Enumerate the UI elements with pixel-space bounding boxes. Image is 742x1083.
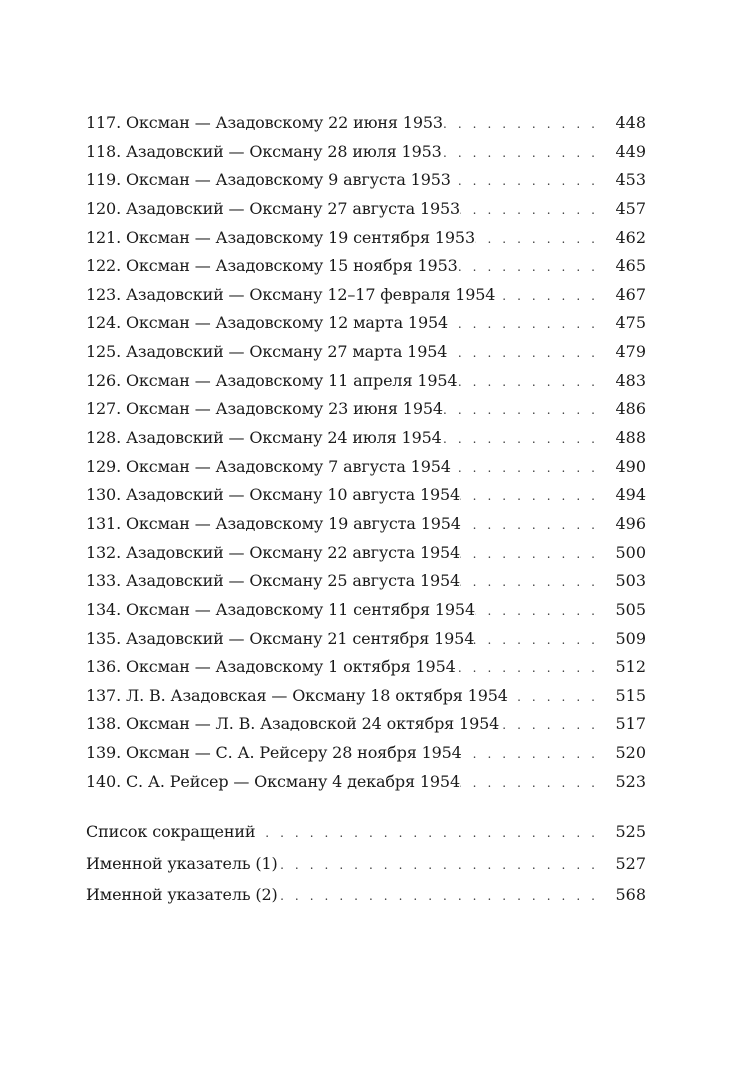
entry-page: 467: [615, 284, 646, 304]
entry-page: 512: [615, 657, 646, 677]
entry-title: 129. Оксман — Азадовскому 7 августа 1954: [86, 456, 451, 476]
entry-page: 505: [615, 599, 646, 619]
toc-entry[interactable]: [86, 252, 646, 281]
toc-entry[interactable]: [86, 710, 646, 739]
entry-page: 462: [615, 227, 646, 247]
dot-leader: [278, 850, 612, 882]
entry-title: 140. С. А. Рейсер — Оксману 4 декабря 1954: [86, 771, 460, 791]
entry-page: 490: [615, 456, 646, 476]
entry-title: 131. Оксман — Азадовскому 19 августа 1954: [86, 513, 461, 533]
toc-entry[interactable]: [86, 739, 646, 768]
dot-leader: [448, 310, 612, 339]
entry-title: 132. Азадовский — Оксману 22 августа 1954: [86, 542, 461, 562]
entry-title: 121. Оксман — Азадовскому 19 сентября 1953: [86, 227, 475, 247]
entry-page: 568: [615, 885, 646, 904]
entry-page: 494: [615, 485, 646, 505]
dot-leader: [456, 654, 612, 683]
toc-entry[interactable]: [86, 395, 646, 424]
toc-entry[interactable]: [86, 281, 646, 310]
entry-page: 520: [615, 743, 646, 763]
entry-page: 488: [615, 428, 646, 448]
entry-page: 515: [615, 685, 646, 705]
entry-title: 127. Оксман — Азадовскому 23 июня 1954: [86, 399, 443, 419]
entry-page: 486: [615, 399, 646, 419]
entry-title: Список сокращений: [86, 822, 256, 841]
toc-appendix-list: [86, 816, 646, 911]
entry-title: 120. Азадовский — Оксману 27 августа 1953: [86, 198, 461, 218]
entry-title: 119. Оксман — Азадовскому 9 августа 1953: [86, 170, 451, 190]
dot-leader: [255, 818, 612, 850]
entry-title: 130. Азадовский — Оксману 10 августа 1954: [86, 485, 461, 505]
entry-page: 527: [615, 853, 646, 873]
entry-title: Именной указатель (1): [86, 853, 278, 873]
entry-page: 449: [615, 141, 646, 161]
toc-entry[interactable]: [86, 338, 646, 367]
entry-page: 457: [615, 198, 646, 218]
dot-leader: [460, 482, 612, 511]
entry-title: 134. Оксман — Азадовскому 11 сентября 1954: [86, 599, 475, 619]
entry-title: 137. Л. В. Азадовская — Оксману 18 октября 1954: [86, 685, 508, 705]
toc-entry[interactable]: [86, 682, 646, 711]
entry-title: 125. Азадовский — Оксману 27 марта 1954: [86, 342, 448, 362]
entry-title: 123. Азадовский — Оксману 12–17 февраля 1954: [86, 284, 496, 304]
dot-leader: [451, 167, 612, 196]
dot-leader: [495, 282, 612, 311]
dot-leader: [458, 253, 612, 282]
entry-page: 525: [615, 822, 646, 841]
dot-leader: [462, 740, 612, 769]
toc-letters-list: [86, 109, 646, 796]
entry-title: 128. Азадовский — Оксману 24 июля 1954: [86, 428, 442, 448]
entry-page: 483: [615, 370, 646, 390]
entry-title: 117. Оксман — Азадовскому 22 июня 1953: [86, 113, 443, 132]
dot-leader: [460, 769, 612, 798]
entry-title: 124. Оксман — Азадовскому 12 марта 1954: [86, 313, 449, 333]
dot-leader: [442, 139, 612, 168]
toc-entry[interactable]: [86, 481, 646, 510]
entry-page: 475: [615, 313, 646, 333]
entry-title: 139. Оксман — С. А. Рейсеру 28 ноября 1954: [86, 743, 462, 763]
toc-entry[interactable]: [86, 138, 646, 167]
toc-entry[interactable]: [86, 224, 646, 253]
toc-entry[interactable]: [86, 567, 646, 596]
entry-title: 135. Азадовский — Оксману 21 сентября 1954: [86, 628, 475, 648]
toc-entry[interactable]: [86, 539, 646, 568]
dot-leader: [451, 454, 612, 483]
toc-entry[interactable]: [86, 109, 646, 138]
dot-leader: [457, 368, 612, 397]
entry-title: 133. Азадовский — Оксману 25 августа 1954: [86, 571, 461, 591]
dot-leader: [278, 881, 612, 913]
entry-page: 448: [615, 113, 646, 132]
entry-page: 453: [615, 170, 646, 190]
toc-entry[interactable]: [86, 166, 646, 195]
entry-title: 118. Азадовский — Оксману 28 июля 1953: [86, 141, 442, 161]
dot-leader: [461, 511, 612, 540]
dot-leader: [475, 225, 612, 254]
dot-leader: [508, 683, 612, 712]
entry-page: 503: [615, 571, 646, 591]
dot-leader: [499, 711, 612, 740]
toc-entry[interactable]: [86, 625, 646, 654]
toc-entry[interactable]: [86, 309, 646, 338]
dot-leader: [443, 110, 612, 139]
entry-page: 465: [615, 256, 646, 276]
toc-entry-abbreviations[interactable]: [86, 816, 646, 848]
dot-leader: [442, 425, 612, 454]
toc-entry[interactable]: [86, 596, 646, 625]
dot-leader: [460, 196, 612, 225]
entry-title: 126. Оксман — Азадовскому 11 апреля 1954: [86, 370, 458, 390]
entry-title: 138. Оксман — Л. В. Азадовской 24 октября 1954: [86, 714, 500, 734]
toc-entry-name-index-2[interactable]: [86, 879, 646, 911]
entry-page: 517: [615, 714, 646, 734]
entry-page: 509: [615, 628, 646, 648]
entry-title: Именной указатель (2): [86, 885, 278, 904]
toc-entry[interactable]: [86, 510, 646, 539]
toc-entry[interactable]: [86, 768, 646, 797]
entry-title: 136. Оксман — Азадовскому 1 октября 1954: [86, 657, 456, 677]
toc-entry[interactable]: [86, 195, 646, 224]
entry-page: 479: [615, 342, 646, 362]
dot-leader: [475, 597, 612, 626]
toc-entry[interactable]: [86, 367, 646, 396]
toc-entry-name-index-1[interactable]: [86, 848, 646, 880]
entry-page: 523: [615, 771, 646, 791]
dot-leader: [474, 626, 612, 655]
dot-leader: [443, 396, 612, 425]
toc-entry[interactable]: [86, 653, 646, 682]
entry-page: 500: [615, 542, 646, 562]
dot-leader: [460, 568, 612, 597]
dot-leader: [447, 339, 612, 368]
entry-title: 122. Оксман — Азадовскому 15 ноября 1953: [86, 256, 458, 276]
toc-entry[interactable]: [86, 424, 646, 453]
entry-page: 496: [615, 513, 646, 533]
dot-leader: [460, 540, 612, 569]
toc-entry[interactable]: [86, 453, 646, 482]
